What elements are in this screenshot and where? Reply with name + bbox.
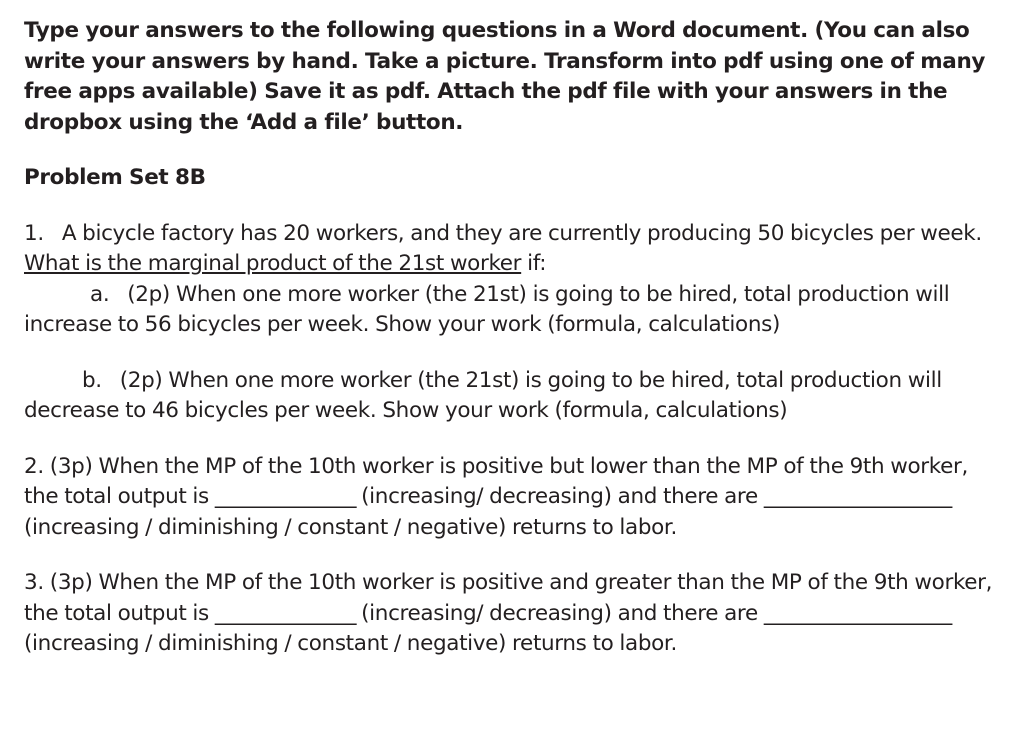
question-2-end: (increasing / diminishing / constant / negative) returns to labor.: [24, 514, 677, 540]
document-page: [24, 16, 999, 660]
question-1a-label: a.: [90, 281, 110, 307]
question-1-stem: [24, 219, 999, 280]
question-1-text-after: if:: [527, 251, 547, 276]
question-1-number: 1.: [24, 220, 44, 246]
question-3-mid: (increasing/ decreasing) and there are: [361, 600, 758, 626]
question-2: [24, 452, 999, 544]
question-3-intro: 3. (3p) When the MP of the 10th worker is positive and greater than the MP of the 9th worker, the total output is: [24, 570, 993, 626]
question-3: [24, 568, 999, 660]
question-3-blank-1: _______________: [214, 600, 356, 626]
question-3-blank-2: ____________________: [763, 600, 951, 626]
question-1b-label: b.: [82, 367, 102, 393]
question-1-text: A bicycle factory has 20 workers, and they are currently producing 50 bicycles per week.: [61, 220, 982, 246]
question-2-intro: 2. (3p) When the MP of the 10th worker is positive but lower than the MP of the 9th worker, the total output is: [24, 453, 968, 509]
question-2-mid: (increasing/ decreasing) and there are: [361, 484, 758, 509]
question-1b-text: (2p) When one more worker (the 21st) is going to be hired, total production will decrease to 46 bicycles per week. Show your work (formula, calculations): [24, 367, 942, 423]
question-3-end: (increasing / diminishing / constant / negative) returns to labor.: [24, 631, 677, 656]
question-1a: [24, 280, 999, 341]
problem-set-title: Problem Set 8B: [24, 165, 206, 190]
instructions-text: Type your answers to the following questions in a Word document. (You can also write your answers by hand. Take a picture. Transform into pdf using one of many free apps available) Save it as pdf. Attach the pdf file with your answers in the dropbox using the ‘Add a file’ button.: [24, 18, 986, 135]
question-1a-text: (2p) When one more worker (the 21st) is going to be hired, total production will increase to 56 bicycles per week. Show your work (formula, calculations): [24, 281, 950, 337]
question-1b: [24, 366, 999, 427]
question-2-blank-1: _______________: [214, 484, 356, 509]
question-1: [24, 219, 999, 427]
question-2-blank-2: ____________________: [763, 484, 951, 509]
question-1-underlined: What is the marginal product of the 21st worker: [24, 251, 522, 276]
